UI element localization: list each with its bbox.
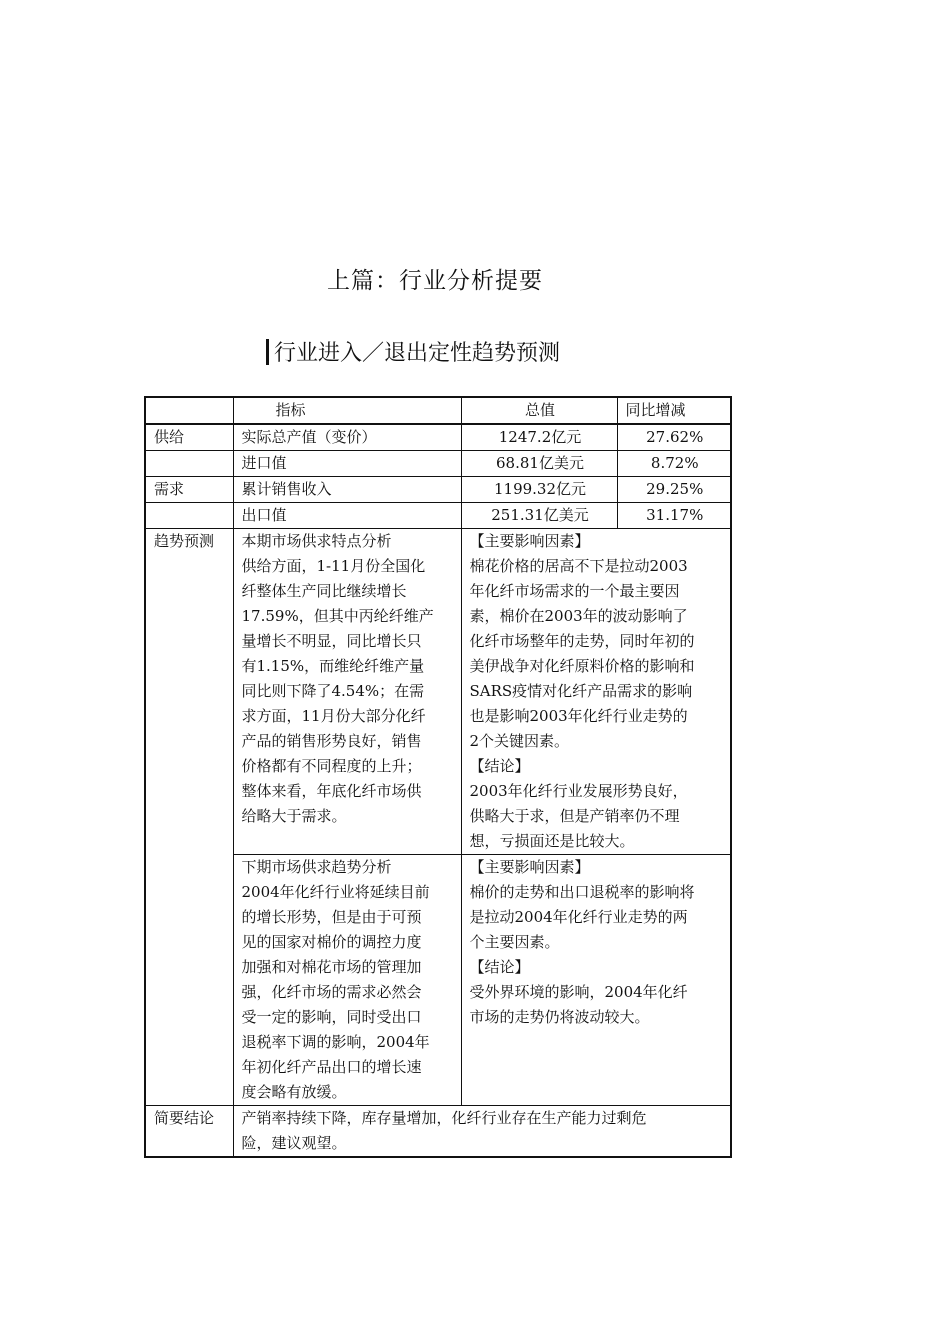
text-line: 想，亏损面还是比较大。 bbox=[469, 832, 635, 850]
table-row bbox=[145, 424, 731, 451]
text-line: 纤整体生产同比继续增长 bbox=[241, 582, 407, 600]
row-indicator: 出口值 bbox=[233, 503, 461, 529]
current-analysis-cell bbox=[233, 529, 461, 855]
text-line: 市场的走势仍将波动较大。 bbox=[469, 1008, 650, 1026]
next-conclusion-text bbox=[470, 980, 725, 1030]
text-line: 棉花价格的居高不下是拉动2003 bbox=[469, 557, 688, 575]
text-line: 的增长形势，但是由于可预 bbox=[241, 908, 422, 926]
part-title: 上篇：行业分析提要 bbox=[327, 268, 543, 294]
row-indicator: 累计销售收入 bbox=[233, 477, 461, 503]
row-total: 251.31亿美元 bbox=[461, 503, 617, 529]
row-yoy: 31.17% bbox=[617, 503, 731, 529]
header-total: 总值 bbox=[461, 397, 617, 424]
current-factors-cell bbox=[461, 529, 731, 855]
next-factors-label: 【主要影响因素】 bbox=[469, 858, 590, 876]
row-category: 需求 bbox=[145, 477, 233, 503]
summary-row bbox=[145, 1106, 731, 1158]
row-yoy: 29.25% bbox=[617, 477, 731, 503]
text-line: 整体来看，年底化纤市场供 bbox=[241, 782, 422, 800]
current-factors-text bbox=[470, 554, 725, 754]
text-line: 给略大于需求。 bbox=[241, 807, 347, 825]
text-line: 产品的销售形势良好，销售 bbox=[241, 732, 422, 750]
text-line: 加强和对棉花市场的管理加 bbox=[241, 958, 422, 976]
row-yoy: 8.72% bbox=[617, 451, 731, 477]
text-line: 求方面，11月份大部分化纤 bbox=[241, 707, 426, 725]
current-conclusion-text bbox=[470, 779, 725, 854]
row-yoy: 27.62% bbox=[617, 424, 731, 451]
industry-table bbox=[144, 396, 732, 1158]
row-category: 供给 bbox=[145, 424, 233, 451]
row-indicator: 进口值 bbox=[233, 451, 461, 477]
header-empty-cell bbox=[145, 397, 233, 424]
current-analysis-text bbox=[242, 554, 455, 829]
table-header-row bbox=[145, 397, 731, 424]
row-total: 68.81亿美元 bbox=[461, 451, 617, 477]
text-line: 年初化纤产品出口的增长速 bbox=[241, 1058, 422, 1076]
trend-next-row bbox=[145, 855, 731, 1106]
trend-category: 趋势预测 bbox=[145, 529, 233, 1106]
text-line: 有1.15%，而维纶纤维产量 bbox=[241, 657, 425, 675]
text-line: 供给方面，1-11月份全国化 bbox=[241, 557, 426, 575]
text-line: 也是影响2003年化纤行业走势的 bbox=[469, 707, 688, 725]
next-factors-text bbox=[470, 880, 725, 955]
next-factors-cell bbox=[461, 855, 731, 1106]
current-factors-label: 【主要影响因素】 bbox=[469, 532, 590, 550]
text-line: 个主要因素。 bbox=[469, 933, 560, 951]
section-title bbox=[266, 336, 560, 367]
text-line: 2个关键因素。 bbox=[469, 732, 570, 750]
text-line: 年化纤市场需求的一个最主要因 bbox=[469, 582, 680, 600]
row-category bbox=[145, 451, 233, 477]
section-marker bbox=[266, 339, 269, 365]
text-line: 供略大于求，但是产销率仍不理 bbox=[469, 807, 680, 825]
text-line: 棉价的走势和出口退税率的影响将 bbox=[469, 883, 695, 901]
text-line: 受一定的影响，同时受出口 bbox=[241, 1008, 422, 1026]
text-line: 退税率下调的影响，2004年 bbox=[241, 1033, 430, 1051]
table-row bbox=[145, 477, 731, 503]
summary-text bbox=[233, 1106, 731, 1158]
trend-current-row bbox=[145, 529, 731, 855]
next-analysis-text bbox=[242, 880, 455, 1105]
header-yoy: 同比增减 bbox=[617, 397, 731, 424]
summary-category: 简要结论 bbox=[145, 1106, 233, 1158]
text-line: 是拉动2004年化纤行业走势的两 bbox=[469, 908, 688, 926]
table-row bbox=[145, 503, 731, 529]
row-indicator: 实际总产值（变价） bbox=[233, 424, 461, 451]
header-indicator: 指标 bbox=[233, 397, 461, 424]
current-analysis-heading: 本期市场供求特点分析 bbox=[241, 532, 392, 550]
text-line: 2003年化纤行业发展形势良好， bbox=[469, 782, 688, 800]
text-line: 素，棉价在2003年的波动影响了 bbox=[469, 607, 688, 625]
next-analysis-cell bbox=[233, 855, 461, 1106]
text-line: 17.59%，但其中丙纶纤维产 bbox=[241, 607, 434, 625]
section-title-text: 行业进入／退出定性趋势预测 bbox=[274, 341, 561, 366]
text-line: 度会略有放缓。 bbox=[241, 1083, 347, 1101]
text-line: 强，化纤市场的需求必然会 bbox=[241, 983, 422, 1001]
next-conclusion-label: 【结论】 bbox=[469, 958, 530, 976]
text-line: 受外界环境的影响，2004年化纤 bbox=[469, 983, 688, 1001]
text-line: 价格都有不同程度的上升； bbox=[241, 757, 422, 775]
text-line: 险，建议观望。 bbox=[241, 1134, 347, 1152]
row-total: 1199.32亿元 bbox=[461, 477, 617, 503]
text-line: 见的国家对棉价的调控力度 bbox=[241, 933, 422, 951]
row-category bbox=[145, 503, 233, 529]
text-line: 量增长不明显，同比增长只 bbox=[241, 632, 422, 650]
next-analysis-heading: 下期市场供求趋势分析 bbox=[241, 858, 392, 876]
table-row bbox=[145, 451, 731, 477]
text-line: 化纤市场整年的走势，同时年初的 bbox=[469, 632, 695, 650]
current-conclusion-label: 【结论】 bbox=[469, 757, 530, 775]
text-line: 美伊战争对化纤原料价格的影响和 bbox=[469, 657, 695, 675]
text-line: 同比则下降了4.54%；在需 bbox=[241, 682, 425, 700]
row-total: 1247.2亿元 bbox=[461, 424, 617, 451]
text-line: SARS疫情对化纤产品需求的影响 bbox=[469, 682, 693, 700]
text-line: 2004年化纤行业将延续目前 bbox=[241, 883, 430, 901]
text-line: 产销率持续下降，库存量增加，化纤行业存在生产能力过剩危 bbox=[241, 1109, 647, 1127]
